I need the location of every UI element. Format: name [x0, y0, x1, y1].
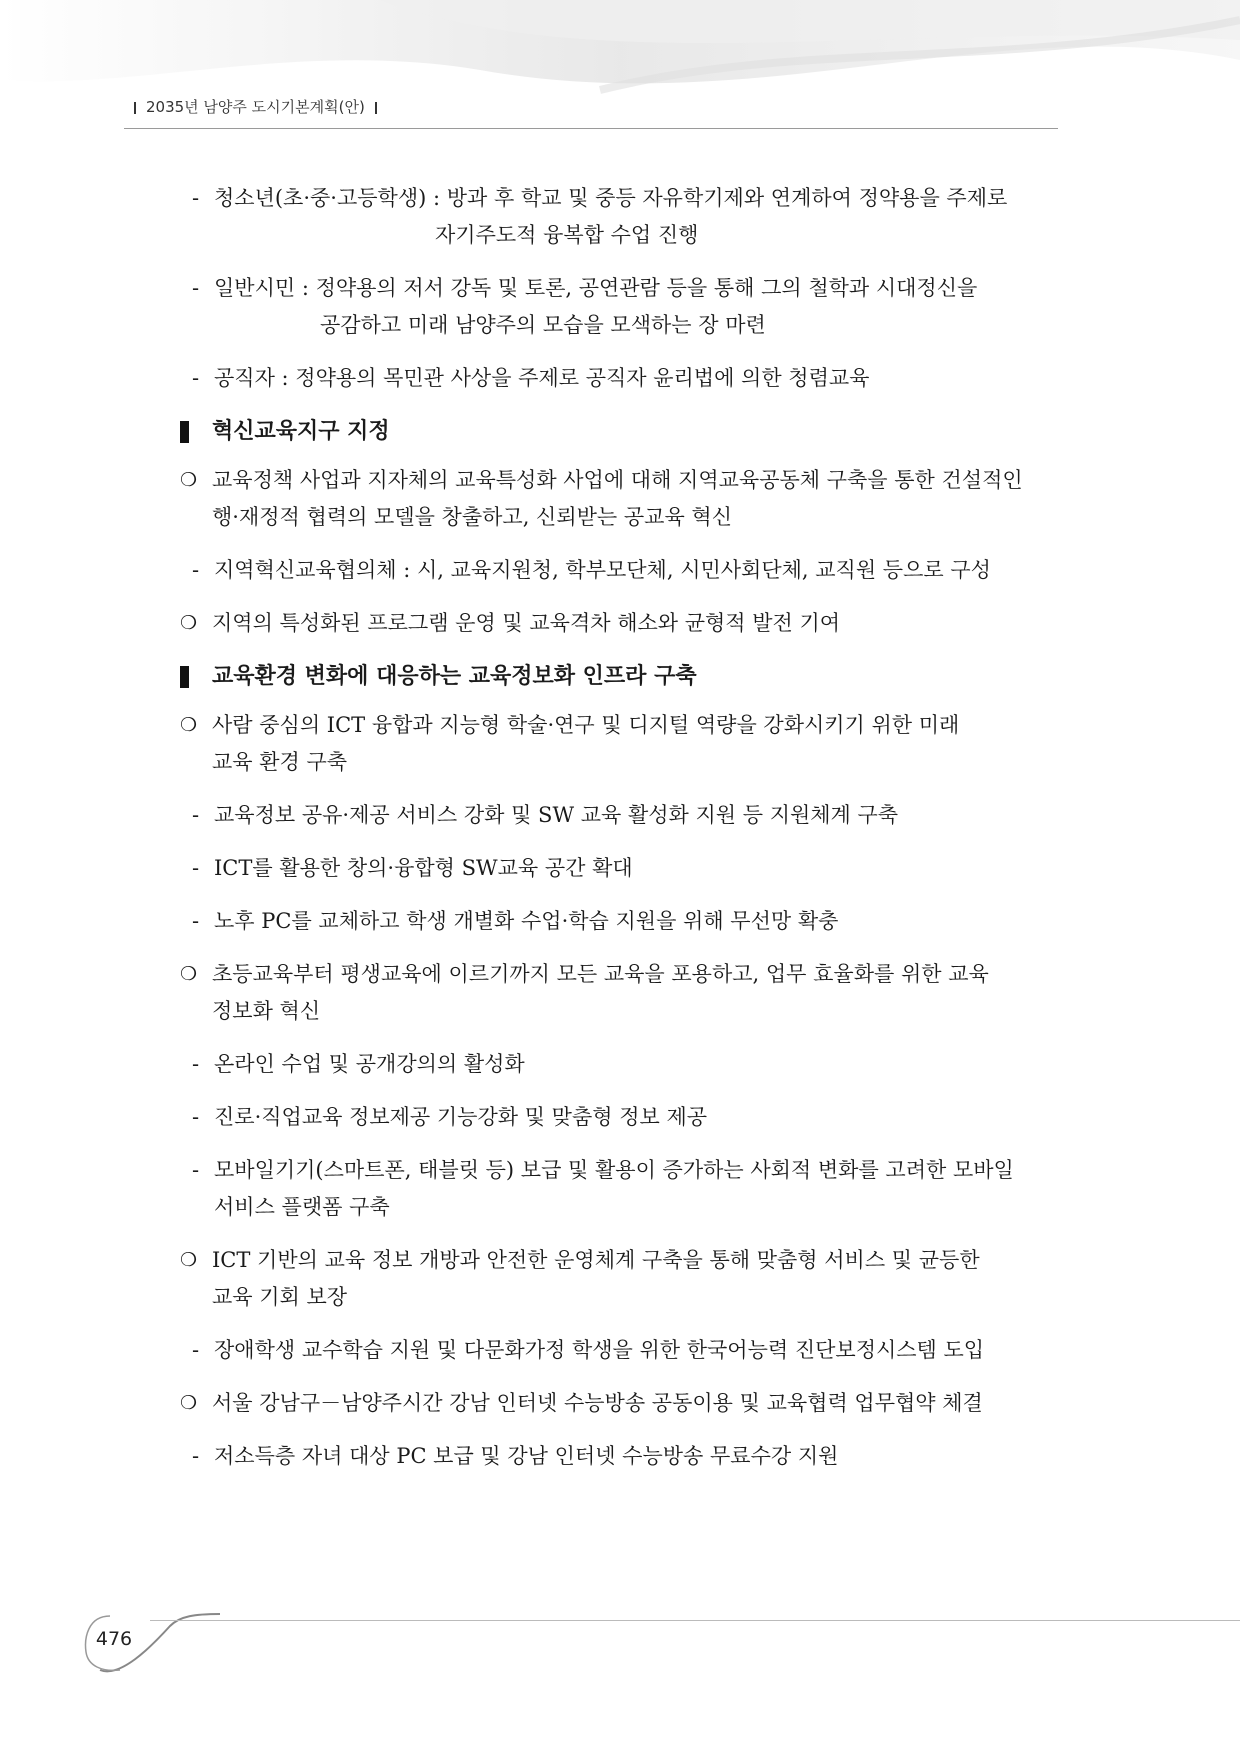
- item-text-line: 지역혁신교육협의체 : 시, 교육지원청, 학부모단체, 시민사회단체, 교직원 등으로 구성: [214, 558, 991, 582]
- circle-bullet-item: [180, 1242, 1060, 1316]
- item-text-line: 진로·직업교육 정보제공 기능강화 및 맞춤형 정보 제공: [214, 1105, 708, 1129]
- dash-marker: -: [192, 276, 200, 300]
- dash-list-item: [180, 1099, 1060, 1136]
- header-bar-left: [134, 102, 136, 114]
- circle-bullet-icon: ❍: [180, 1249, 198, 1271]
- dash-marker: -: [192, 1052, 200, 1076]
- section-heading-text: 교육환경 변화에 대응하는 교육정보화 인프라 구축: [212, 664, 697, 689]
- dash-marker: -: [192, 856, 200, 880]
- item-text-line: 교육 환경 구축: [212, 750, 348, 774]
- dash-list-item: [180, 903, 1060, 940]
- dash-list-item: [180, 1152, 1060, 1226]
- dash-list-item: [180, 360, 1060, 397]
- dash-marker: -: [192, 803, 200, 827]
- dash-marker: -: [192, 1158, 200, 1182]
- dash-marker: -: [192, 1444, 200, 1468]
- circle-bullet-icon: ❍: [180, 612, 198, 634]
- dash-list-item: [180, 850, 1060, 887]
- section-heading-text: 혁신교육지구 지정: [212, 419, 390, 444]
- item-text-line: 지역의 특성화된 프로그램 운영 및 교육격차 해소와 균형적 발전 기여: [212, 611, 841, 635]
- item-text-line: 사람 중심의 ICT 융합과 지능형 학술·연구 및 디지털 역량을 강화시키기 위한 미래: [212, 713, 960, 737]
- item-text-line: 노후 PC를 교체하고 학생 개별화 수업·학습 지원을 위해 무선망 확충: [214, 909, 839, 933]
- circle-bullet-icon: ❍: [180, 963, 198, 985]
- item-text-line: ICT를 활용한 창의·융합형 SW교육 공간 확대: [214, 856, 633, 880]
- dash-list-item: [180, 1046, 1060, 1083]
- circle-bullet-item: [180, 956, 1060, 1030]
- circle-bullet-icon: ❍: [180, 714, 198, 736]
- dash-list-item: [180, 180, 1060, 254]
- dash-marker: -: [192, 186, 200, 210]
- circle-bullet-item: [180, 462, 1060, 536]
- circle-bullet-icon: ❍: [180, 469, 198, 491]
- item-text-line: 장애학생 교수학습 지원 및 다문화가정 학생을 위한 한국어능력 진단보정시스템 도입: [214, 1338, 985, 1362]
- dash-marker: -: [192, 1105, 200, 1129]
- dash-list-item: [180, 1438, 1060, 1475]
- dash-marker: -: [192, 558, 200, 582]
- document-body: [180, 180, 1060, 1491]
- item-text-line: 모바일기기(스마트폰, 태블릿 등) 보급 및 활용이 증가하는 사회적 변화를 고려한 모바일: [214, 1158, 1014, 1182]
- footer-rule: [150, 1620, 1240, 1621]
- section-heading: [180, 658, 1060, 695]
- item-text-line: 온라인 수업 및 공개강의의 활성화: [214, 1052, 525, 1076]
- item-text-line: 공감하고 미래 남양주의 모습을 모색하는 장 마련: [320, 313, 766, 337]
- dash-marker: -: [192, 366, 200, 390]
- header-bar-right: [375, 102, 377, 114]
- item-text-line: 초등교육부터 평생교육에 이르기까지 모든 교육을 포용하고, 업무 효율화를 위한 교육: [212, 962, 989, 986]
- item-text-line: 서울 강남구－남양주시간 강남 인터넷 수능방송 공동이용 및 교육협력 업무협약 체결: [212, 1391, 983, 1415]
- dash-list-item: [180, 797, 1060, 834]
- running-header: [124, 96, 1058, 129]
- circle-bullet-item: [180, 707, 1060, 781]
- dash-list-item: [180, 270, 1060, 344]
- item-text-line: 정보화 혁신: [212, 999, 321, 1023]
- item-text-line: 서비스 플랫폼 구축: [214, 1195, 390, 1219]
- item-text-line: 공직자 : 정약용의 목민관 사상을 주제로 공직자 윤리법에 의한 청렴교육: [214, 366, 870, 390]
- item-text-line: 저소득층 자녀 대상 PC 보급 및 강남 인터넷 수능방송 무료수강 지원: [214, 1444, 839, 1468]
- circle-bullet-item: [180, 1385, 1060, 1422]
- item-text-line: 청소년(초·중·고등학생) : 방과 후 학교 및 중등 자유학기제와 연계하여 정약용을 주제로: [214, 186, 1008, 210]
- dash-marker: -: [192, 1338, 200, 1362]
- item-text-line: 교육정책 사업과 지자체의 교육특성화 사업에 대해 지역교육공동체 구축을 통한 건설적인: [212, 468, 1023, 492]
- item-text-line: 자기주도적 융복합 수업 진행: [435, 223, 699, 247]
- heading-square-icon: [180, 666, 189, 688]
- section-heading: [180, 413, 1060, 450]
- item-text-line: 교육정보 공유·제공 서비스 강화 및 SW 교육 활성화 지원 등 지원체계 구축: [214, 803, 899, 827]
- item-text-line: ICT 기반의 교육 정보 개방과 안전한 운영체계 구축을 통해 맞춤형 서비스 및 균등한: [212, 1248, 980, 1272]
- header-title: 2035년 남양주 도시기본계획(안): [146, 98, 365, 116]
- circle-bullet-icon: ❍: [180, 1392, 198, 1414]
- item-text-line: 일반시민 : 정약용의 저서 강독 및 토론, 공연관람 등을 통해 그의 철학과 시대정신을: [214, 276, 978, 300]
- dash-marker: -: [192, 909, 200, 933]
- dash-list-item: [180, 1332, 1060, 1369]
- page-number: 476: [95, 1628, 133, 1650]
- item-text-line: 행·재정적 협력의 모델을 창출하고, 신뢰받는 공교육 혁신: [212, 505, 732, 529]
- dash-list-item: [180, 552, 1060, 589]
- circle-bullet-item: [180, 605, 1060, 642]
- item-text-line: 교육 기회 보장: [212, 1285, 348, 1309]
- heading-square-icon: [180, 421, 189, 443]
